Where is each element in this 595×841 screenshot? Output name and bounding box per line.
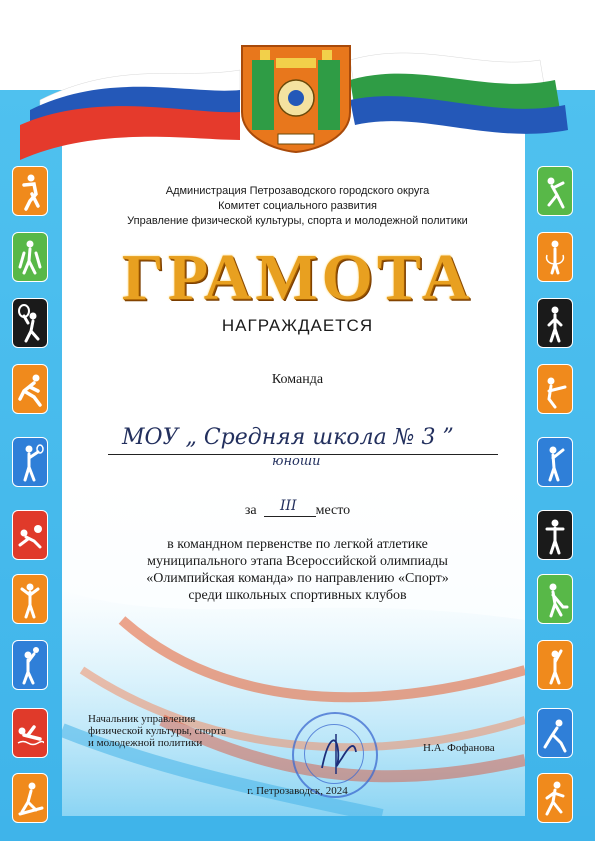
gymnast-icon xyxy=(12,574,48,624)
golfer-icon xyxy=(537,437,573,487)
award-heading: НАГРАЖДАЕТСЯ xyxy=(221,316,374,335)
track-start-icon xyxy=(537,708,573,758)
place-suffix: место xyxy=(315,503,351,518)
handwritten-place-number: III xyxy=(280,498,297,514)
description-line-2: муниципального этапа Всероссийской олимпиады xyxy=(147,554,448,569)
certificate-title: ГРАМОТА xyxy=(121,241,474,314)
city-and-year: г. Петрозаводск, 2024 xyxy=(247,785,348,797)
signature-scribble xyxy=(318,728,360,778)
torch-icon xyxy=(537,640,573,690)
handwritten-team-name: МОУ „ Средняя школа № 3 ” xyxy=(122,425,454,450)
position-line-2: физической культуры, спорта xyxy=(88,725,227,737)
header-line-committee: Комитет социального развития xyxy=(218,200,377,212)
volleyball-icon xyxy=(12,640,48,690)
hockey-icon xyxy=(537,574,573,624)
team-label: Команда xyxy=(271,372,324,387)
header-line-administration: Администрация Петрозаводского городского округа xyxy=(165,185,430,197)
header-line-department: Управление физической культуры, спорта и молодежной политики xyxy=(127,215,468,227)
description-line-4: среди школьных спортивных клубов xyxy=(188,588,407,603)
competition-description xyxy=(100,536,495,604)
position-line-1: Начальник управления xyxy=(88,713,196,725)
place-prefix: за xyxy=(244,503,257,518)
bottom-border xyxy=(0,816,595,841)
description-line-3: «Олимпийская команда» по направлению «Спорт» xyxy=(146,571,449,586)
place-underline xyxy=(264,516,316,517)
coat-of-arms-emblem xyxy=(238,42,354,154)
runner-icon xyxy=(537,773,573,823)
skier-icon xyxy=(12,773,48,823)
swimmer-icon xyxy=(12,708,48,758)
position-line-3: и молодежной политики xyxy=(88,737,203,749)
tennis-player-icon xyxy=(12,437,48,487)
signatory-position xyxy=(88,713,278,749)
handwritten-category: юноши xyxy=(272,454,321,469)
description-line-1: в командном первенстве по легкой атлетике xyxy=(167,537,428,552)
signatory-name: Н.А. Фофанова xyxy=(423,742,495,754)
